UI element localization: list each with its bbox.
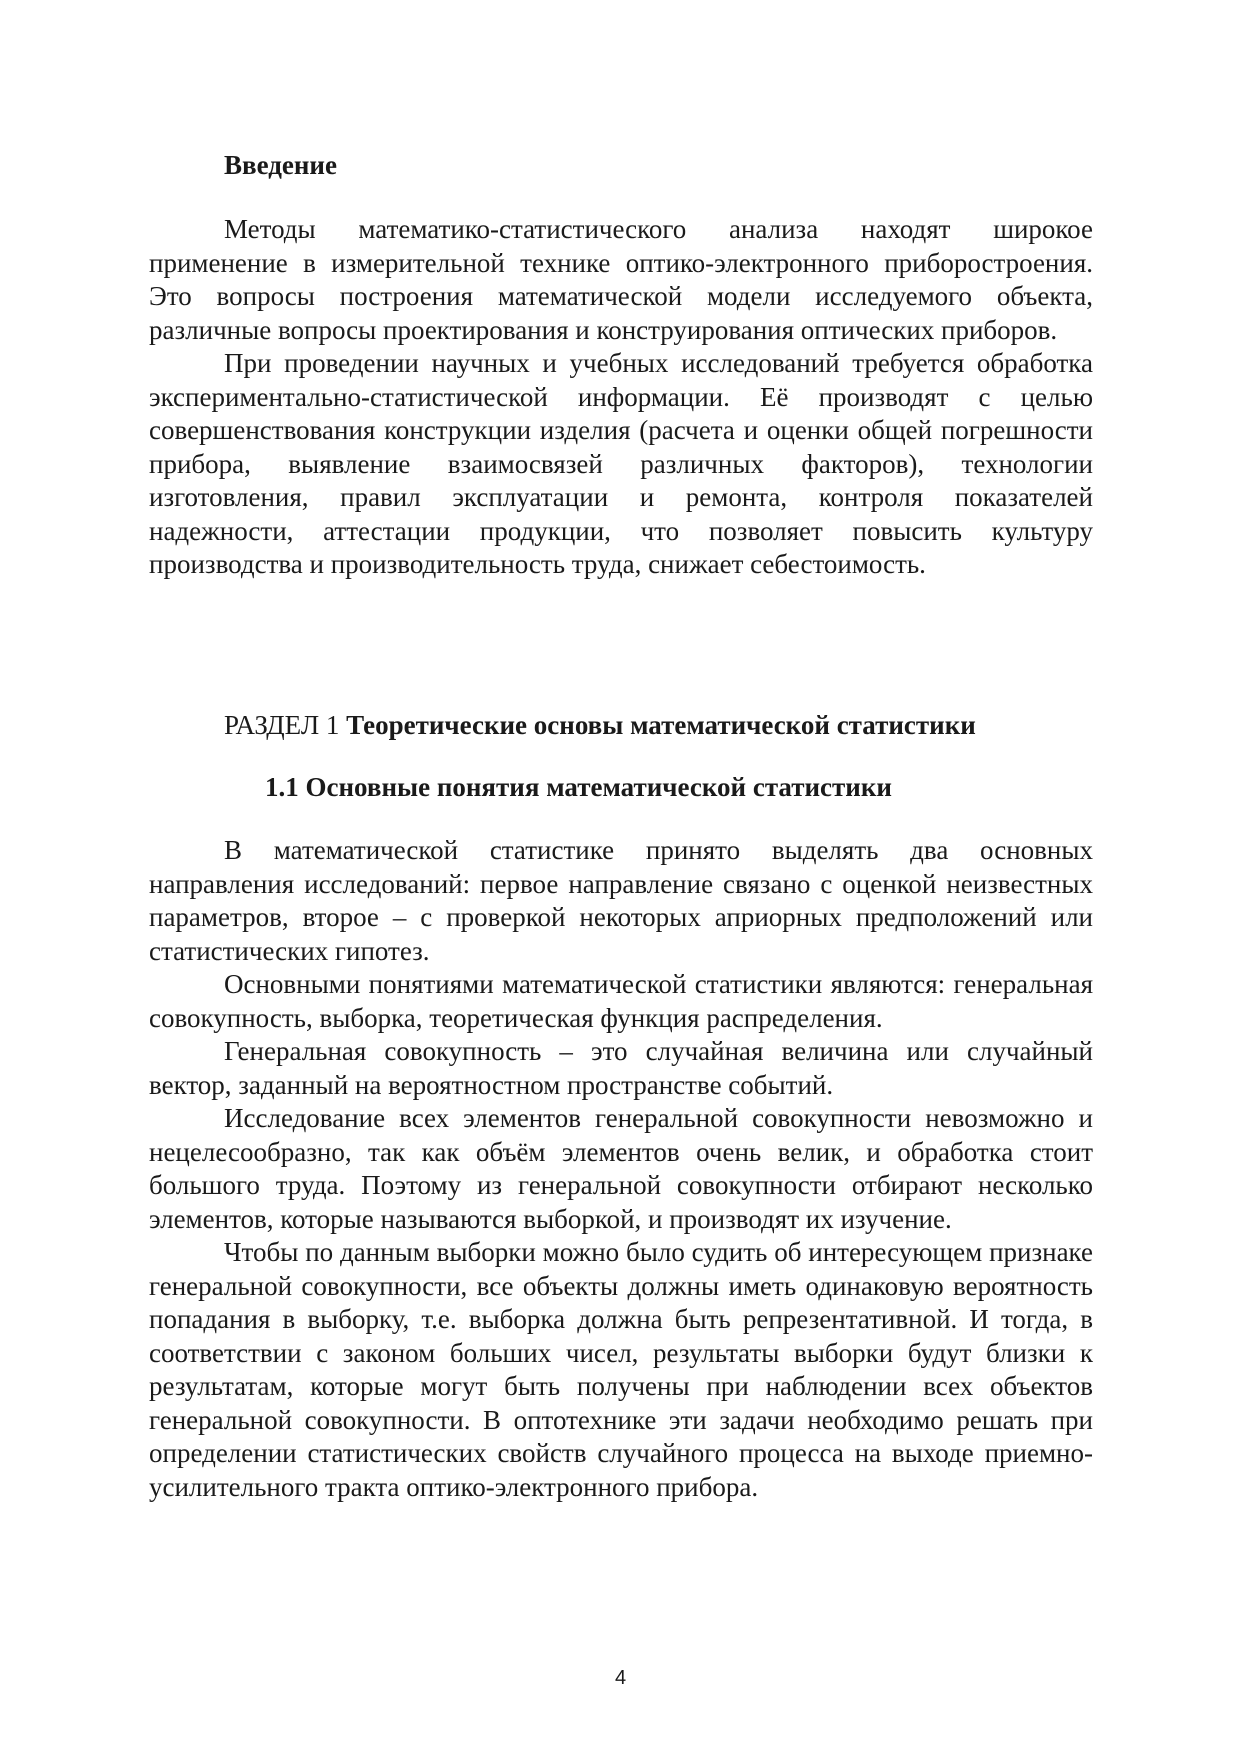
section-text xyxy=(149,834,1093,1504)
section-heading xyxy=(224,708,976,742)
section-title: Теоретические основы математической статистики xyxy=(346,710,976,740)
subsection-heading: 1.1 Основные понятия математической статистики xyxy=(265,772,892,802)
intro-heading: Введение xyxy=(224,150,337,180)
paragraph: Основными понятиями математической статистики являются: генеральная совокупность, выборка, теоретическая функция распределения. xyxy=(149,969,1093,1033)
paragraph: Генеральная совокупность – это случайная величина или случайный вектор, заданный на вероятностном пространстве событий. xyxy=(149,1036,1093,1100)
paragraph: Методы математико-статистического анализа находят широкое применение в измерительной технике оптико-электронного приборостроения. Это вопросы построения математической модели исследуемого объекта, различные вопросы проектирования и конструирования оптических приборов. xyxy=(149,214,1093,345)
paragraph: При проведении научных и учебных исследований требуется обработка экспериментально-статистической информации. Её производят с целью совершенствования конструкции изделия (расчета и оценки общей погрешности прибора, выявление взаимосвязей различных факторов), технологии изготовления, правил эксплуатации и ремонта, контроля показателей надежности, аттестации продукции, что позволяет повысить культуру производства и производительность труда, снижает себестоимость. xyxy=(149,348,1093,579)
paragraph: Исследование всех элементов генеральной совокупности невозможно и нецелесообразно, так как объём элементов очень велик, и обработка стоит большого труда. Поэтому из генеральной совокупности отбирают несколько элементов, которые называются выборкой, и производят их изучение. xyxy=(149,1103,1093,1234)
section-label: РАЗДЕЛ 1 xyxy=(224,710,340,740)
intro-text xyxy=(149,213,1093,582)
paragraph: В математической статистике принято выделять два основных направления исследований: первое направление связано с оценкой неизвестных параметров, второе – с проверкой некоторых априорных предположений или статистических гипотез. xyxy=(149,835,1093,966)
paragraph: Чтобы по данным выборки можно было судить об интересующем признаке генеральной совокупности, все объекты должны иметь одинаковую вероятность попадания в выборку, т.е. выборка должна быть репрезентативной. И тогда, в соответствии с законом больших чисел, результаты выборки будут близки к результатам, которые могут быть получены при наблюдении всех объектов генеральной совокупности. В оптотехнике эти задачи необходимо решать при определении статистических свойств случайного процесса на выходе приемно-усилительного тракта оптико-электронного прибора. xyxy=(149,1237,1093,1502)
page-number: 4 xyxy=(614,1667,627,1689)
